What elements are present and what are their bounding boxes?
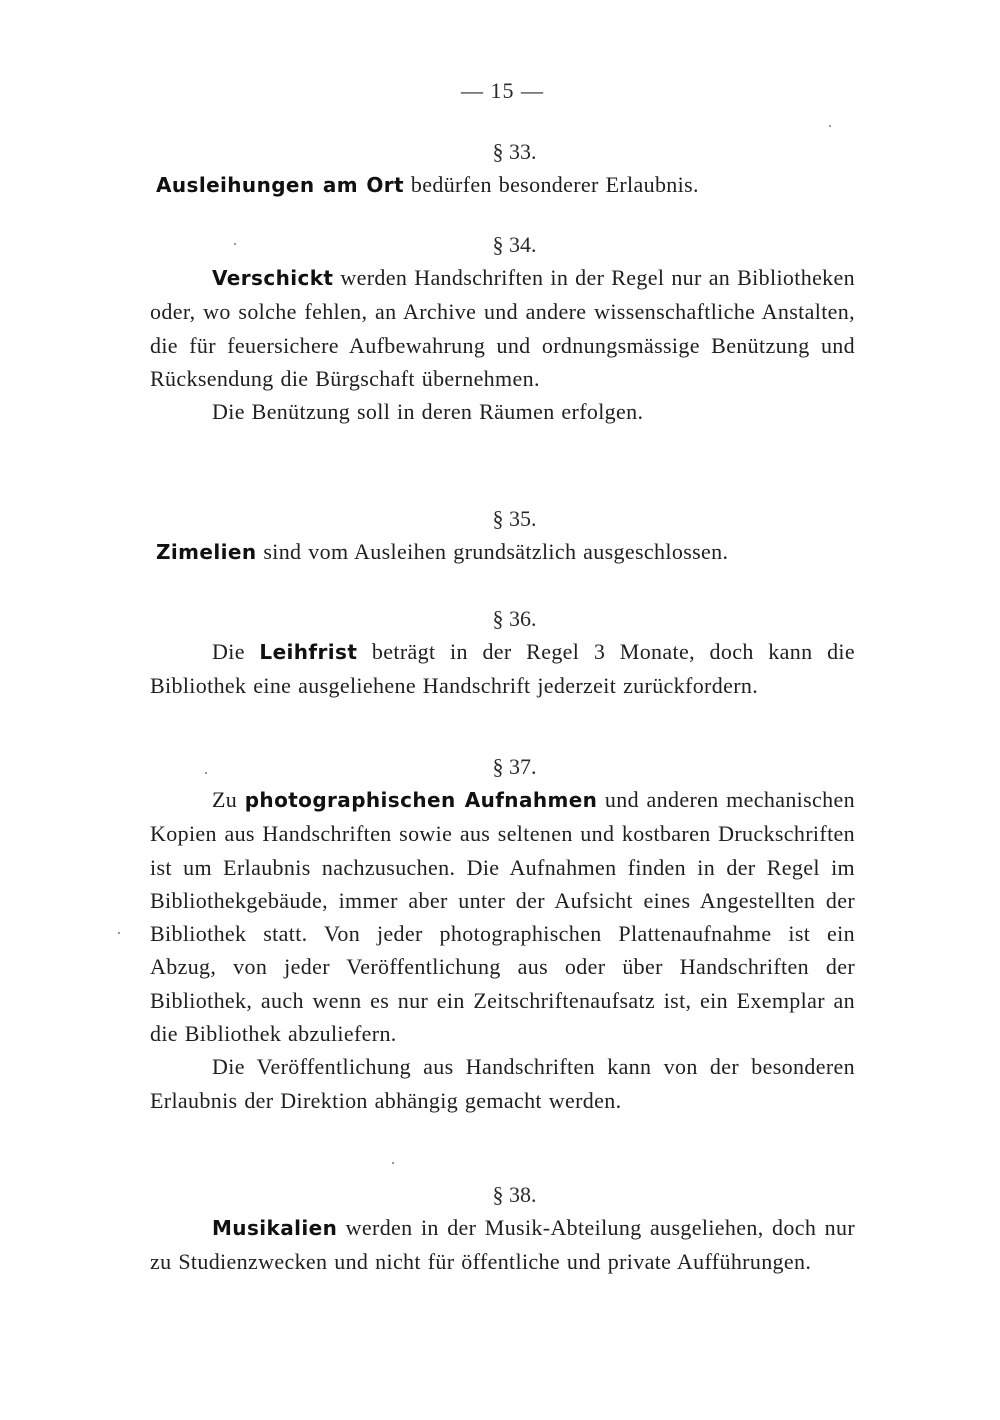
section-heading: § 33. — [492, 139, 537, 164]
scan-speck — [234, 243, 236, 245]
section-37 — [150, 750, 855, 1117]
bold-term: photographischen Aufnahmen — [244, 788, 598, 812]
paragraph-text: Die Veröffentlichung aus Handschriften kann von der besonderen Erlaubnis der Direktion abhängig gemacht werden. — [150, 1054, 855, 1113]
section-paragraph — [150, 395, 855, 428]
section-heading: § 35. — [492, 506, 537, 531]
section-34 — [150, 228, 855, 428]
paragraph-text: bedürfen besonderer Erlaubnis. — [404, 172, 699, 197]
section-heading: § 37. — [492, 754, 537, 779]
section-36 — [150, 602, 855, 703]
section-heading: § 34. — [492, 232, 537, 257]
paragraph-text: werden Handschriften in der Regel nur an Bibliotheken oder, wo solche fehlen, an Archive und andere wissenschaftliche Anstalten, die für feuersichere Aufbewahrung und ordnungsmässige Benützung und Rücksendung die Bürgschaft übernehmen. — [150, 265, 855, 391]
section-paragraph — [150, 783, 855, 1050]
page-number: — 15 — — [461, 78, 544, 103]
section-paragraph — [150, 535, 855, 569]
section-heading: § 38. — [492, 1182, 537, 1207]
paragraph-text: beträgt in der Regel 3 Monate, doch kann die Bibliothek eine ausgeliehene Handschrift jederzeit zurückfordern. — [150, 639, 855, 699]
paragraph-text: Die Benützung soll in deren Räumen erfolgen. — [212, 399, 644, 425]
paragraph-lead: Die — [212, 639, 260, 664]
section-38 — [150, 1178, 855, 1279]
paragraph-text: werden in der Musik-Abteilung ausgeliehen, doch nur zu Studienzwecken und nicht für öffentliche und private Aufführungen. — [150, 1215, 855, 1275]
scan-speck — [205, 772, 207, 774]
bold-term: Leihfrist — [259, 640, 358, 664]
section-paragraph — [150, 635, 855, 703]
scan-speck — [829, 125, 831, 127]
section-paragraph — [150, 1050, 855, 1117]
section-35 — [150, 502, 855, 569]
scan-speck — [392, 1162, 394, 1164]
paragraph-lead: Zu — [212, 787, 245, 812]
bold-term: Zimelien — [156, 540, 257, 564]
section-paragraph — [150, 261, 855, 395]
section-paragraph — [150, 1211, 855, 1279]
paragraph-text: sind vom Ausleihen grundsätzlich ausgeschlossen. — [256, 539, 729, 564]
bold-term: Verschickt — [212, 266, 334, 290]
paragraph-text: und anderen mechanischen Kopien aus Handschriften sowie aus seltenen und kostbaren Druckschriften ist um Erlaubnis nachzusuchen. Die Aufnahmen finden in der Regel im Bibliothekgebäude, immer aber unter der Aufsicht eines Angestellten der Bibliothek statt. Von jeder photographischen Plattenaufnahme ist ein Abzug, von jeder Veröffentlichung aus oder über Handschriften der Bibliothek, auch wenn es nur ein Zeitschriftenaufsatz ist, ein Exemplar an die Bibliothek abzuliefern. — [150, 787, 855, 1047]
section-heading: § 36. — [492, 606, 537, 631]
document-page — [150, 0, 855, 1420]
bold-term: Ausleihungen am Ort — [156, 173, 405, 197]
section-paragraph — [150, 168, 855, 202]
section-33 — [150, 135, 855, 202]
scan-speck — [118, 932, 120, 934]
bold-term: Musikalien — [212, 1216, 338, 1240]
